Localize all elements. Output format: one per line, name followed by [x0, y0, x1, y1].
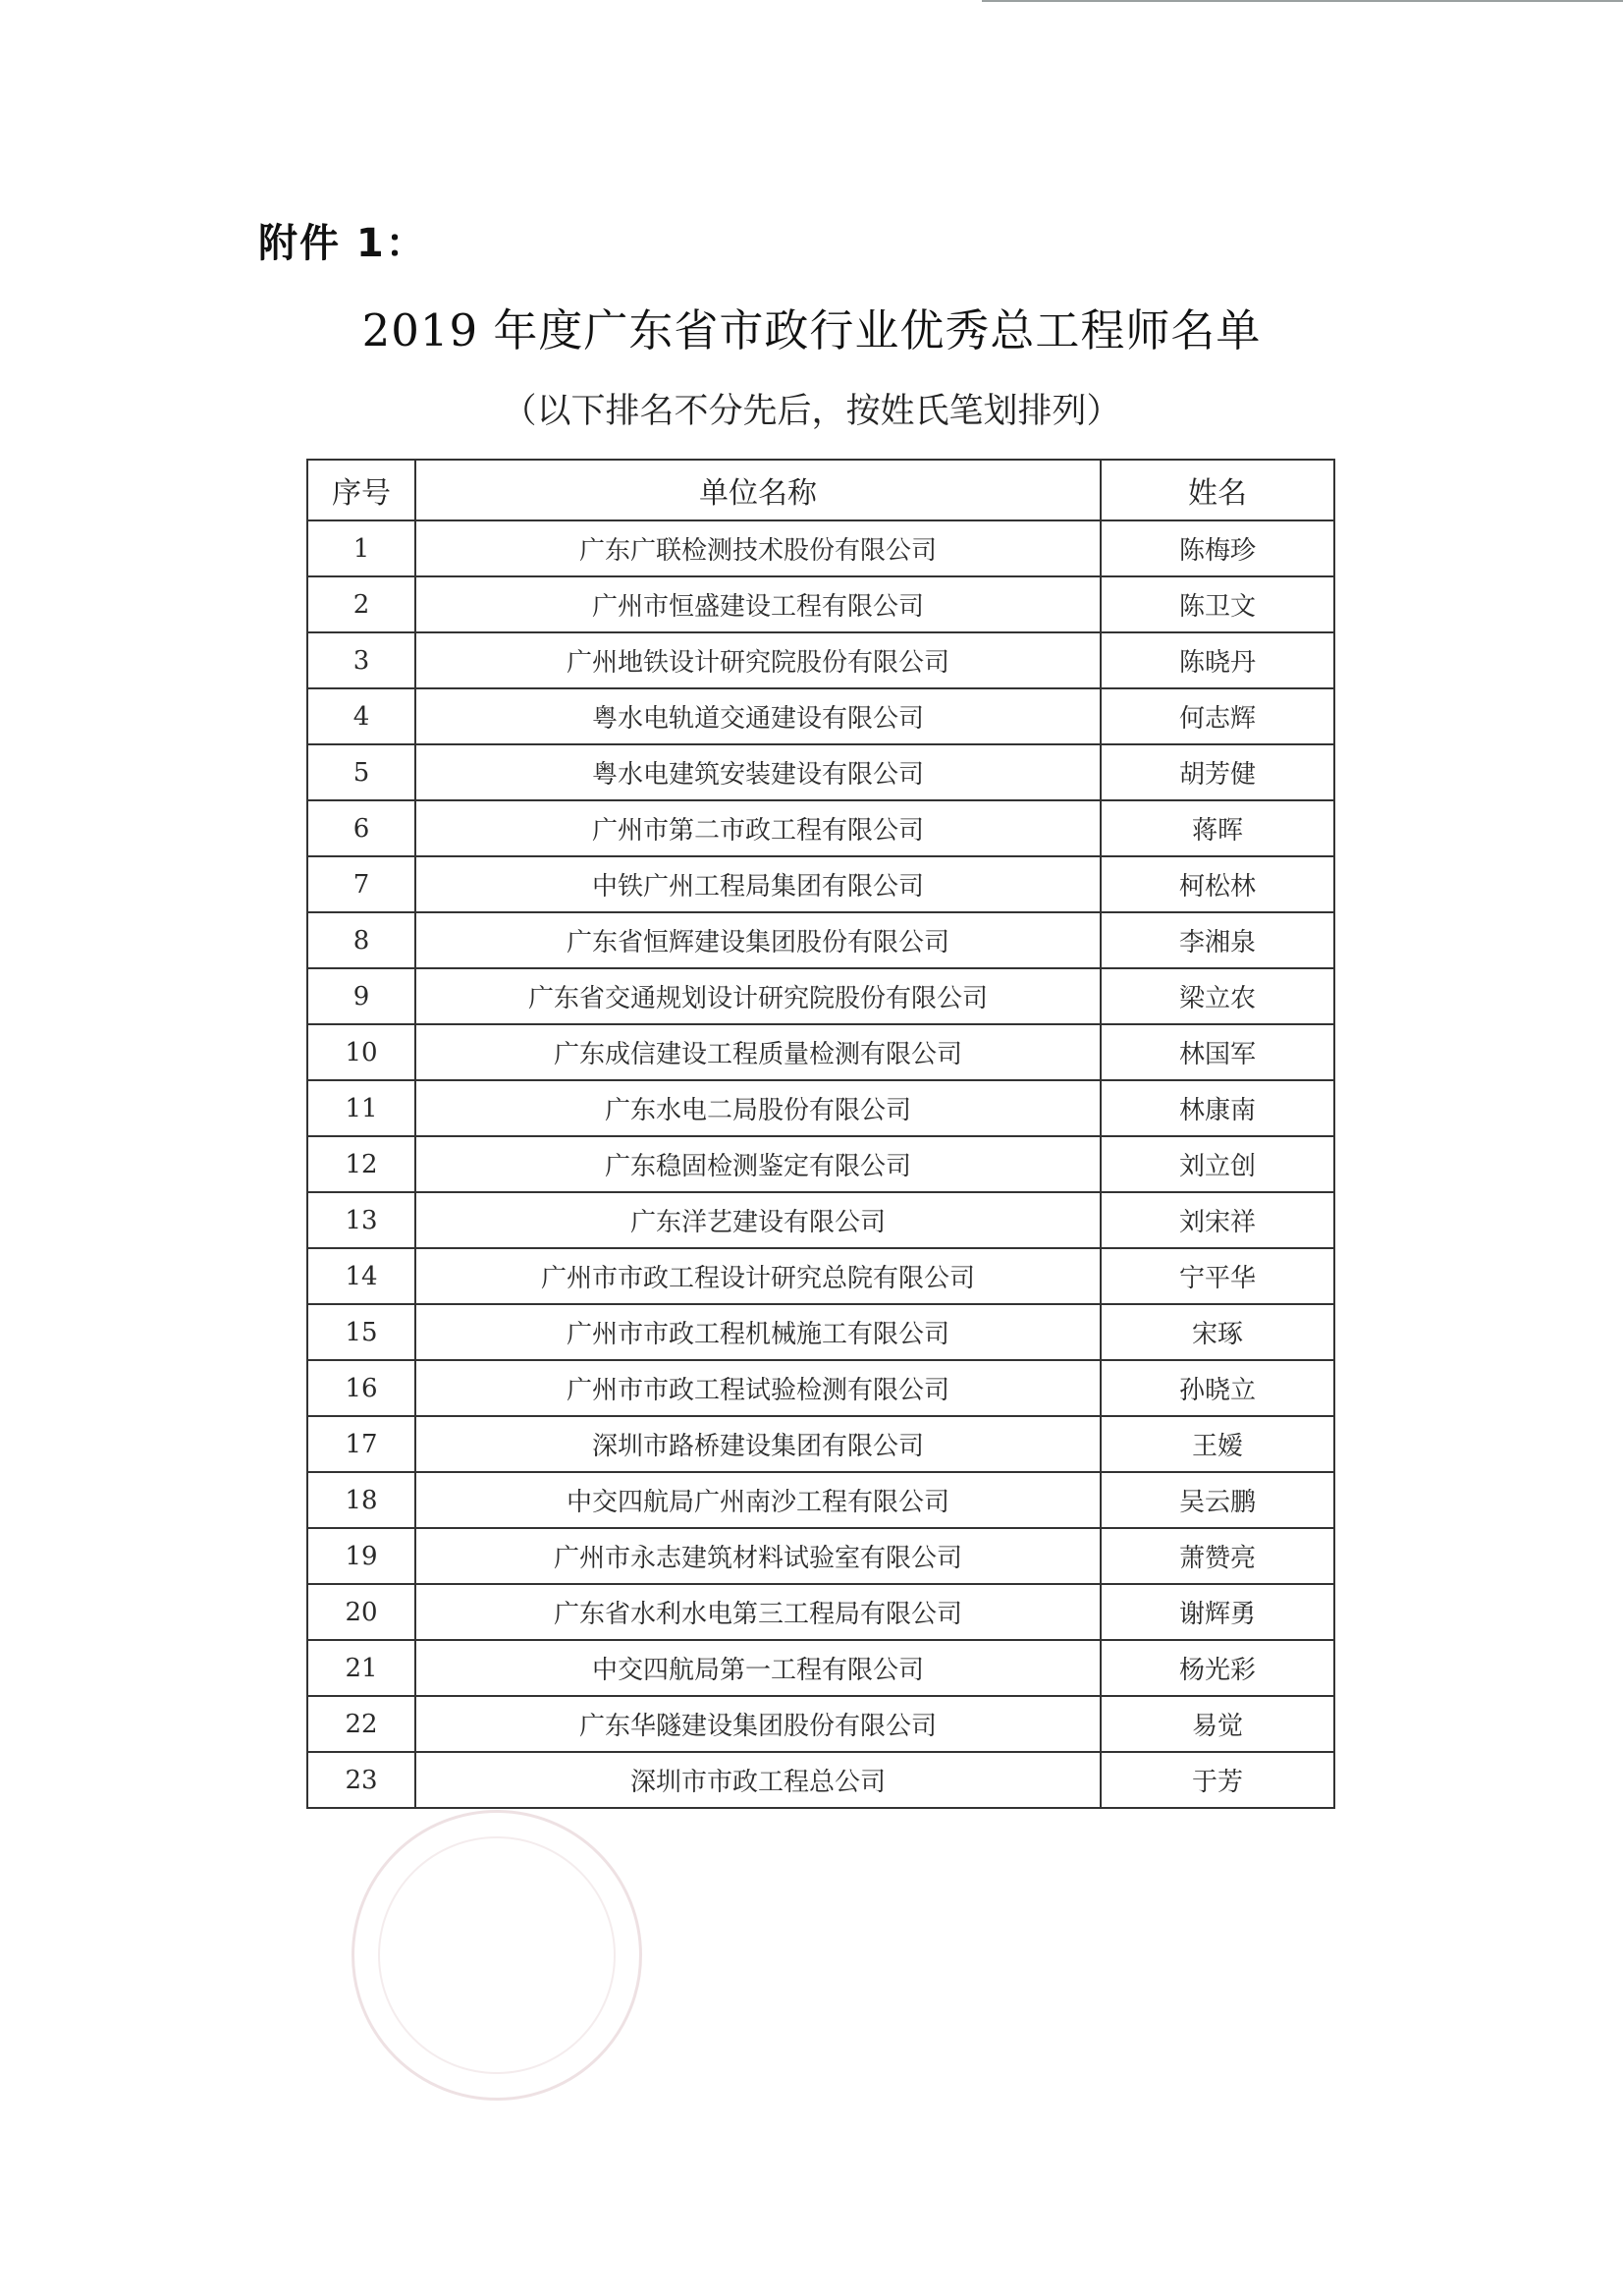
row-number: 14 [307, 1248, 415, 1304]
row-number: 12 [307, 1136, 415, 1192]
row-number: 16 [307, 1360, 415, 1416]
person-name: 吴云鹏 [1101, 1472, 1334, 1528]
table-row [307, 1024, 1334, 1080]
company-name: 广州市市政工程设计研究总院有限公司 [415, 1248, 1101, 1304]
person-name: 林康南 [1101, 1080, 1334, 1136]
row-number: 1 [307, 520, 415, 576]
company-name: 粤水电建筑安装建设有限公司 [415, 744, 1101, 800]
table-row [307, 1416, 1334, 1472]
person-name: 易觉 [1101, 1696, 1334, 1752]
table-row [307, 520, 1334, 576]
row-number: 9 [307, 968, 415, 1024]
person-name: 宁平华 [1101, 1248, 1334, 1304]
row-number: 22 [307, 1696, 415, 1752]
table-row [307, 1192, 1334, 1248]
table-row [307, 1360, 1334, 1416]
person-name: 谢辉勇 [1101, 1584, 1334, 1640]
row-number: 5 [307, 744, 415, 800]
row-number: 6 [307, 800, 415, 856]
table-row [307, 1752, 1334, 1808]
person-name: 陈晓丹 [1101, 632, 1334, 688]
table-row [307, 1304, 1334, 1360]
company-name: 广州市永志建筑材料试验室有限公司 [415, 1528, 1101, 1584]
table-row [307, 1528, 1334, 1584]
person-name: 蒋晖 [1101, 800, 1334, 856]
company-name: 广东水电二局股份有限公司 [415, 1080, 1101, 1136]
person-name: 刘立创 [1101, 1136, 1334, 1192]
row-number: 4 [307, 688, 415, 744]
person-name: 胡芳健 [1101, 744, 1334, 800]
table-row [307, 1696, 1334, 1752]
engineer-roster-table [306, 459, 1335, 1809]
column-header-company: 单位名称 [415, 460, 1101, 520]
company-name: 广东省交通规划设计研究院股份有限公司 [415, 968, 1101, 1024]
company-name: 广东广联检测技术股份有限公司 [415, 520, 1101, 576]
row-number: 19 [307, 1528, 415, 1584]
row-number: 3 [307, 632, 415, 688]
company-name: 广州市市政工程机械施工有限公司 [415, 1304, 1101, 1360]
table-row [307, 1472, 1334, 1528]
row-number: 17 [307, 1416, 415, 1472]
person-name: 梁立农 [1101, 968, 1334, 1024]
person-name: 刘宋祥 [1101, 1192, 1334, 1248]
person-name: 萧赞亮 [1101, 1528, 1334, 1584]
company-name: 广东稳固检测鉴定有限公司 [415, 1136, 1101, 1192]
row-number: 21 [307, 1640, 415, 1696]
table-header-row [307, 460, 1334, 520]
company-name: 广州市第二市政工程有限公司 [415, 800, 1101, 856]
person-name: 于芳 [1101, 1752, 1334, 1808]
column-header-no: 序号 [307, 460, 415, 520]
person-name: 李湘泉 [1101, 912, 1334, 968]
table-row [307, 576, 1334, 632]
company-name: 广东华隧建设集团股份有限公司 [415, 1696, 1101, 1752]
table-row [307, 856, 1334, 912]
company-name: 广州市恒盛建设工程有限公司 [415, 576, 1101, 632]
table-row [307, 1248, 1334, 1304]
person-name: 孙晓立 [1101, 1360, 1334, 1416]
company-name: 广东成信建设工程质量检测有限公司 [415, 1024, 1101, 1080]
row-number: 7 [307, 856, 415, 912]
company-name: 广东洋艺建设有限公司 [415, 1192, 1101, 1248]
person-name: 宋琢 [1101, 1304, 1334, 1360]
company-name: 广州地铁设计研究院股份有限公司 [415, 632, 1101, 688]
faint-official-seal [352, 1810, 642, 2101]
table-row [307, 744, 1334, 800]
company-name: 广东省水利水电第三工程局有限公司 [415, 1584, 1101, 1640]
person-name: 林国军 [1101, 1024, 1334, 1080]
row-number: 15 [307, 1304, 415, 1360]
person-name: 柯松林 [1101, 856, 1334, 912]
company-name: 深圳市市政工程总公司 [415, 1752, 1101, 1808]
company-name: 中交四航局第一工程有限公司 [415, 1640, 1101, 1696]
row-number: 13 [307, 1192, 415, 1248]
company-name: 粤水电轨道交通建设有限公司 [415, 688, 1101, 744]
row-number: 2 [307, 576, 415, 632]
person-name: 杨光彩 [1101, 1640, 1334, 1696]
table-row [307, 1136, 1334, 1192]
row-number: 18 [307, 1472, 415, 1528]
row-number: 10 [307, 1024, 415, 1080]
column-header-name: 姓名 [1101, 460, 1334, 520]
table-row [307, 912, 1334, 968]
company-name: 中铁广州工程局集团有限公司 [415, 856, 1101, 912]
table-row [307, 632, 1334, 688]
table-row [307, 800, 1334, 856]
person-name: 何志辉 [1101, 688, 1334, 744]
person-name: 王嫒 [1101, 1416, 1334, 1472]
row-number: 20 [307, 1584, 415, 1640]
company-name: 广东省恒辉建设集团股份有限公司 [415, 912, 1101, 968]
attachment-label: 附件 1： [258, 221, 427, 266]
company-name: 中交四航局广州南沙工程有限公司 [415, 1472, 1101, 1528]
table-row [307, 1584, 1334, 1640]
company-name: 深圳市路桥建设集团有限公司 [415, 1416, 1101, 1472]
person-name: 陈卫文 [1101, 576, 1334, 632]
person-name: 陈梅珍 [1101, 520, 1334, 576]
table-row [307, 968, 1334, 1024]
table-row [307, 1080, 1334, 1136]
table-row [307, 1640, 1334, 1696]
company-name: 广州市市政工程试验检测有限公司 [415, 1360, 1101, 1416]
table-row [307, 688, 1334, 744]
document-title: 2019 年度广东省市政行业优秀总工程师名单 [361, 304, 1262, 356]
document-subtitle: （以下排名不分先后，按姓氏笔划排列） [502, 392, 1121, 431]
row-number: 11 [307, 1080, 415, 1136]
row-number: 23 [307, 1752, 415, 1808]
scan-top-edge-line [982, 0, 1623, 2]
row-number: 8 [307, 912, 415, 968]
